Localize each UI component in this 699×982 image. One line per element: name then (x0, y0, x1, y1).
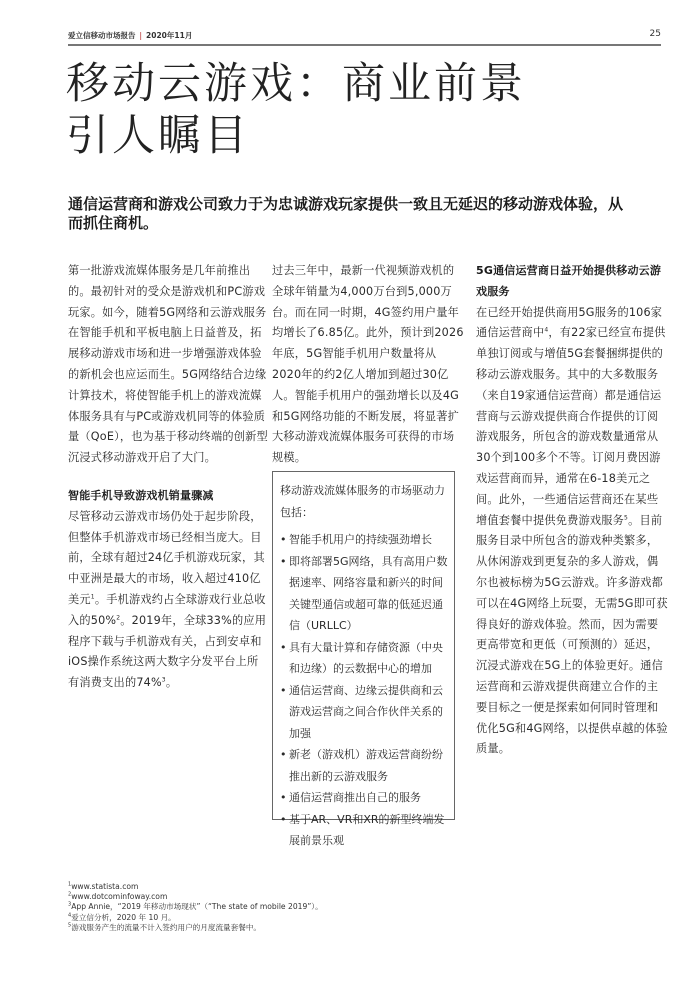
report-date: 2020年11月 (146, 31, 193, 40)
market-drivers-box (272, 471, 455, 847)
intro-paragraph: 第一批游戏流媒体服务是几年前推出的。最初针对的受众是游戏机和PC游戏玩家。如今，随着5G网络和云游戏服务在智能手机和平板电脑上日益普及，拓展移动游戏市场和进一步增强游戏体验的新机会也应运而生。5G网络结合边缘计算技术，将使智能手机上的游戏流媒体服务具有与PC或游戏机同等的体验质量（QoE），也为基于移动终端的创新型沉浸式移动游戏开启了大门。 (68, 264, 268, 465)
header-rule (68, 44, 661, 46)
bullet-icon: • (280, 554, 287, 568)
footnote-text: www.statista.com (71, 882, 139, 891)
bullet-icon: • (280, 812, 287, 826)
report-title: 爱立信移动市场报告 (68, 31, 136, 40)
lead-paragraph: 通信运营商和游戏公司致力于为忠诚游戏玩家提供一致且无延迟的移动游戏体验，从而抓住商机。 (68, 195, 624, 232)
footnote-5 (68, 923, 323, 933)
footnote-text: App Annie，“2019 年移动市场现状”（“The state of mobile 2019”）。 (71, 902, 323, 912)
list-item (280, 680, 448, 745)
footnote-number: 1 (68, 881, 72, 888)
column-1 (68, 261, 268, 694)
header-left (68, 30, 192, 41)
text-run: ，有22家已经宣布提供单独订阅或与增值5G套餐捆绑提供的移动云游戏服务。其中的大多数服务（来自19家通信运营商）都是通信运营商与云游戏提供商合作提供的订阅游戏服务，所包含的游戏数量通常从30个到100多个不等。订阅月费因游戏运营商而异，通常在6-18美元之间。此外，一些通信运营商还在某些增值套餐中提供免费游戏服务 (476, 326, 666, 527)
section-heading-smartphones: 智能手机导致游戏机销量骤减 (68, 488, 214, 502)
column-3 (476, 261, 668, 760)
text-run: 。 (165, 676, 178, 690)
footnote-number: 5 (68, 922, 72, 929)
footnote-ref-3[interactable]: 3 (161, 676, 166, 684)
bullet-icon: • (280, 533, 287, 546)
list-item (280, 637, 448, 680)
footnote-2 (68, 892, 323, 902)
bullet-icon: • (280, 748, 287, 761)
title-line-1: 移动云游戏：商业前景 (66, 59, 526, 109)
text-run: 。2019年，全球33%的应用程序下载与手机游戏有关，占到安卓和iOS操作系统这两大数字分发平台上所有消费支出的74% (68, 613, 267, 690)
text-run: 尽管移动云游戏市场仍处于起步阶段，但整体手机游戏市场已经相当庞大。目前，全球有超过24亿手机游戏玩家，其中亚洲是最大的市场，收入超过410亿美元 (68, 509, 265, 606)
footnote-text: 爱立信分析，2020 年 10 月。 (71, 912, 176, 922)
list-item (280, 787, 448, 809)
footnote-ref-5[interactable]: 5 (624, 513, 629, 521)
title-line-2: 引人瞩目 (66, 111, 250, 161)
list-item (280, 744, 448, 787)
text-run: 。手机游戏约占全球游戏行业总收入的50% (68, 592, 266, 627)
footnote-ref-4[interactable]: 4 (544, 326, 549, 334)
list-item-text: 基于AR、VR和XR的新型终端发展前景乐观 (289, 812, 445, 847)
list-item-text: 即将部署5G网络，具有高用户数据速率、网络容量和新兴的时间关键型通信或超可靠的低延迟通信（URLLC） (289, 554, 448, 632)
page-title (66, 58, 526, 162)
list-item-text: 通信运营商推出自己的服务 (289, 791, 421, 804)
footnote-3 (68, 902, 323, 912)
bullet-icon: • (280, 791, 287, 804)
header-separator: | (139, 31, 143, 40)
smartphone-paragraph (68, 507, 268, 694)
column-2 (272, 261, 464, 469)
console-sales-paragraph: 过去三年中，最新一代视频游戏机的全球年销量为4,000万台到5,000万台。而在同一时期，4G签约用户量年均增长了6.85亿。此外，预计到2026年底，5G智能手机用户数量将从2020年的约2亿人增加到超过30亿人。智能手机用户的强劲增长以及4G和5G网络功能的不断发展，将显著扩大移动游戏流媒体服务可获得的市场规模。 (272, 264, 464, 465)
footnote-4 (68, 913, 323, 923)
footnote-ref-1[interactable]: 1 (90, 593, 95, 601)
text-run: 。目前服务目录中所包含的游戏种类繁多，从休闲游戏到更复杂的多人游戏，偶尔也被标榜为5G云游戏。许多游戏都可以在4G网络上玩耍，无需5G即可获得良好的游戏体验。然而，因为需要更高带宽和更低（可预测的）延迟，沉浸式游戏在5G上的体验更好。通信运营商和云游戏提供商建立合作的主要目标之一便是探索如何同时管理和优化5G和4G网络，以提供卓越的体验质量。 (476, 513, 668, 756)
list-item-text: 通信运营商、边缘云提供商和云游戏运营商之间合作伙伴关系的加强 (289, 683, 443, 740)
list-item (280, 551, 448, 637)
footnote-number: 2 (68, 891, 72, 898)
footnote-number: 3 (68, 901, 72, 908)
list-item (280, 809, 448, 852)
footnote-text: www.dotcominfoway.com (71, 892, 168, 902)
drivers-list (280, 529, 448, 852)
bullet-icon: • (280, 640, 287, 654)
section-heading-5g-operators: 5G通信运营商日益开始提供移动云游戏服务 (476, 264, 662, 298)
list-item (280, 529, 448, 551)
footnotes (68, 882, 323, 933)
box-intro: 移动游戏流媒体服务的市场驱动力包括： (280, 484, 445, 519)
list-item-text: 具有大量计算和存储资源（中央和边缘）的云数据中心的增加 (289, 640, 443, 675)
page-number: 25 (649, 29, 661, 39)
footnote-1 (68, 882, 323, 892)
list-item-text: 新老（游戏机）游戏运营商纷纷推出新的云游戏服务 (289, 748, 443, 783)
footnote-text: 游戏服务产生的流量不计入签约用户的月度流量套餐中。 (71, 922, 262, 932)
page-header (68, 28, 661, 44)
footnote-number: 4 (68, 912, 72, 919)
text-run: 在已经开始提供商用5G服务的106家通信运营商中 (476, 305, 663, 340)
bullet-icon: • (280, 683, 287, 697)
operators-paragraph (476, 303, 668, 761)
list-item-text: 智能手机用户的持续强劲增长 (289, 533, 432, 546)
footnote-ref-2[interactable]: 2 (116, 614, 121, 622)
